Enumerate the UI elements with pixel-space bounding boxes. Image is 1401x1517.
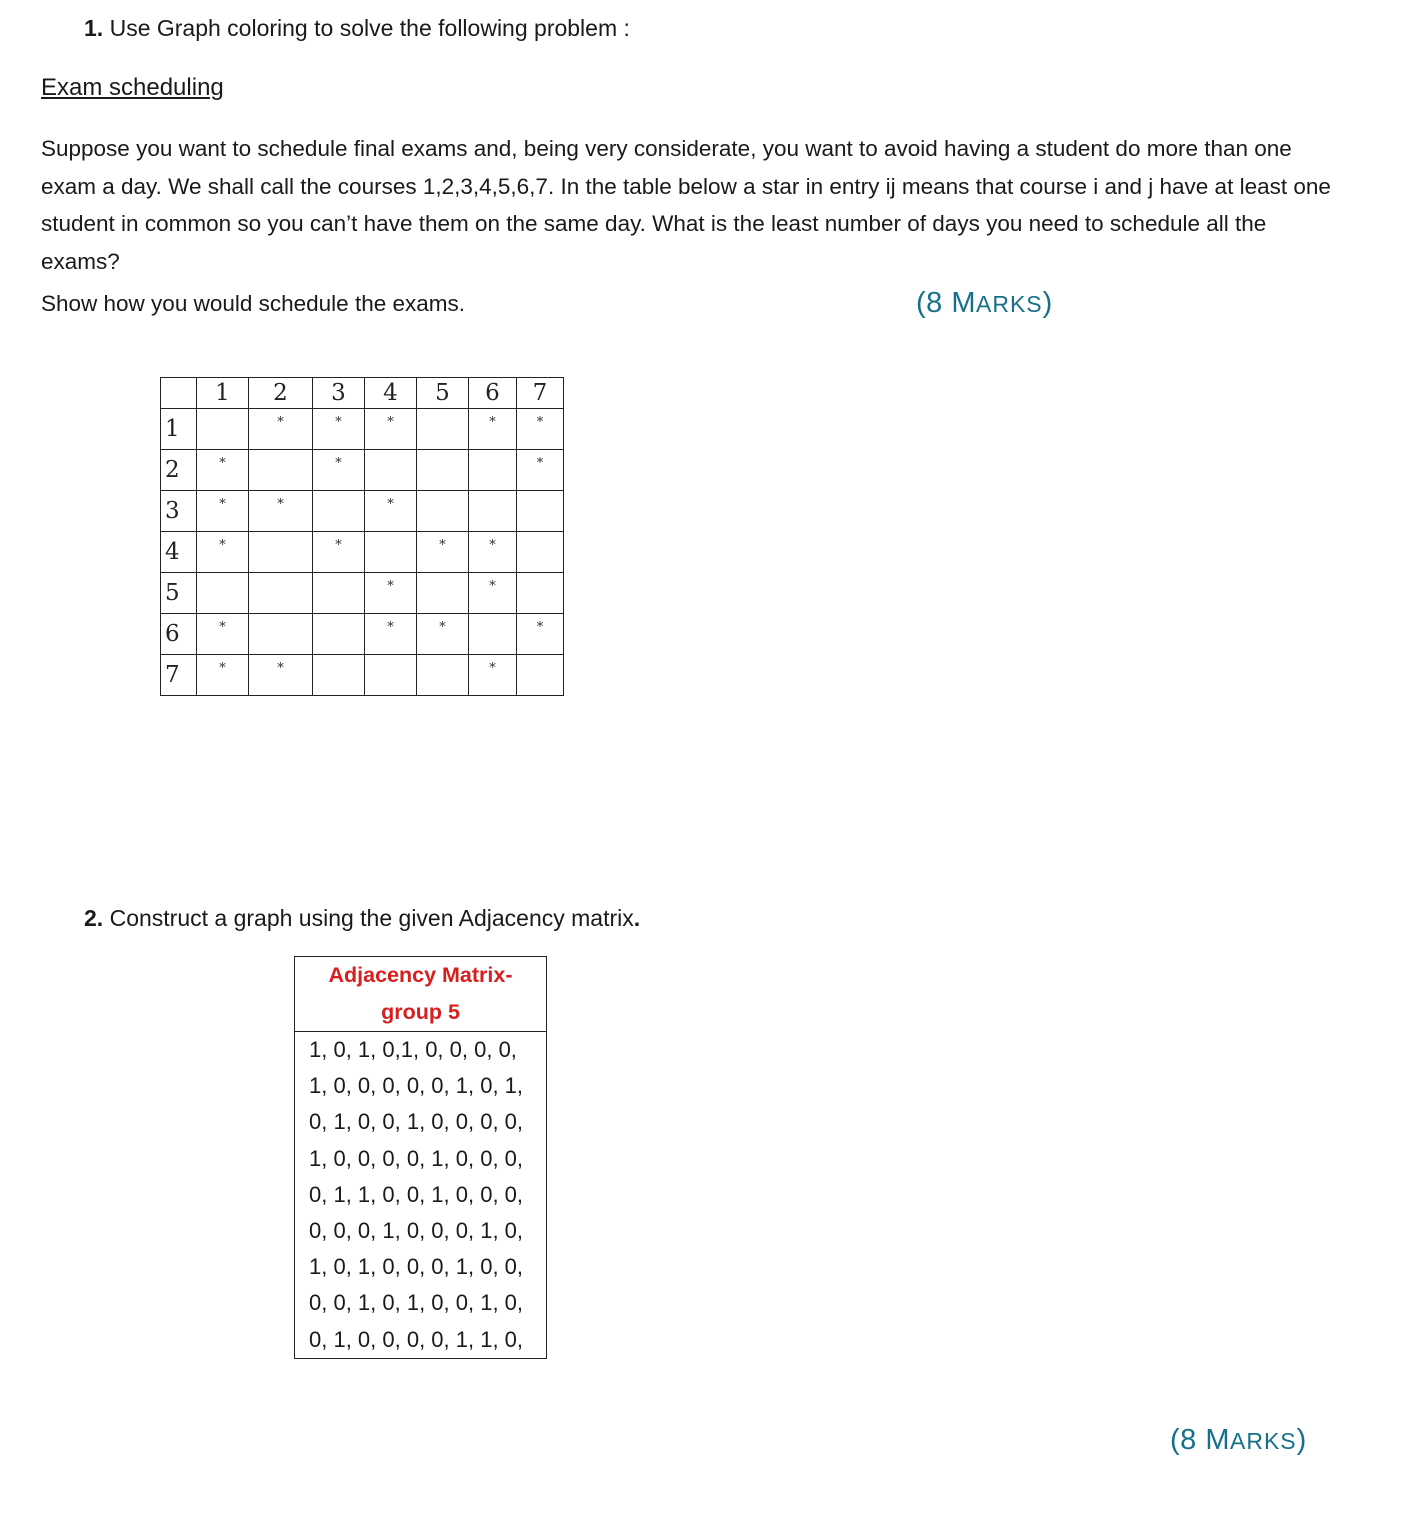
conflict-cell: * xyxy=(469,573,517,614)
question-1-text: Use Graph coloring to solve the following problem : xyxy=(109,15,630,41)
schedule-instruction: Show how you would schedule the exams. xyxy=(41,291,465,316)
adjacency-header-line-1: Adjacency Matrix- xyxy=(328,963,513,987)
conflict-table-row xyxy=(161,655,564,696)
adjacency-matrix-row: 0, 1, 1, 0, 0, 1, 0, 0, 0, xyxy=(309,1181,524,1207)
conflict-cell xyxy=(417,409,469,450)
conflict-cell: * xyxy=(197,532,249,573)
problem-description: Suppose you want to schedule final exams and, being very considerate, you want to avoid having a student do more than one exam a day. We shall call the courses 1,2,3,4,5,6,7. In the table below a star in entry ij means that course i and j have at least one student in common so you can’t have them on the same day. What is the least number of days you need to schedule all the exams? xyxy=(41,136,1331,274)
conflict-cell xyxy=(517,573,564,614)
conflict-cell xyxy=(365,450,417,491)
conflict-cell: * xyxy=(469,409,517,450)
adjacency-header-line-2: group 5 xyxy=(381,1000,460,1024)
conflict-cell xyxy=(469,491,517,532)
question-1-number: 1. xyxy=(84,15,104,41)
conflict-cell xyxy=(249,614,313,655)
conflict-cell xyxy=(249,450,313,491)
adjacency-matrix-header xyxy=(295,957,547,1032)
conflict-cell xyxy=(517,532,564,573)
conflict-cell: * xyxy=(313,532,365,573)
conflict-cell: * xyxy=(197,655,249,696)
row-header: 6 xyxy=(161,614,197,655)
adjacency-matrix-row: 1, 0, 0, 0, 0, 0, 1, 0, 1, xyxy=(309,1073,524,1099)
conflict-table-row xyxy=(161,614,564,655)
question-2-period: . xyxy=(633,905,641,931)
conflict-cell xyxy=(197,409,249,450)
adjacency-matrix-table xyxy=(294,956,547,1359)
conflict-cell xyxy=(249,532,313,573)
conflict-cell: * xyxy=(249,655,313,696)
column-header: 1 xyxy=(197,378,249,409)
corner-cell xyxy=(161,378,197,409)
conflict-cell: * xyxy=(197,491,249,532)
row-header: 7 xyxy=(161,655,197,696)
conflict-cell: * xyxy=(313,450,365,491)
conflict-cell xyxy=(313,655,365,696)
row-header: 4 xyxy=(161,532,197,573)
conflict-cell: * xyxy=(249,491,313,532)
conflict-cell xyxy=(313,573,365,614)
conflict-cell: * xyxy=(365,491,417,532)
conflict-cell: * xyxy=(469,655,517,696)
conflict-cell: * xyxy=(417,614,469,655)
column-header: 2 xyxy=(249,378,313,409)
conflict-cell: * xyxy=(197,450,249,491)
adjacency-matrix-body xyxy=(295,1032,547,1359)
row-header: 3 xyxy=(161,491,197,532)
conflict-cell xyxy=(417,491,469,532)
column-header: 6 xyxy=(469,378,517,409)
row-header: 5 xyxy=(161,573,197,614)
conflict-table-row xyxy=(161,450,564,491)
conflict-cell xyxy=(313,614,365,655)
question-2-title xyxy=(84,902,640,934)
column-header: 7 xyxy=(517,378,564,409)
conflict-cell xyxy=(249,573,313,614)
conflict-cell xyxy=(517,655,564,696)
conflict-cell: * xyxy=(469,532,517,573)
conflict-cell xyxy=(517,491,564,532)
conflict-cell: * xyxy=(249,409,313,450)
adjacency-matrix-row: 0, 0, 1, 0, 1, 0, 0, 1, 0, xyxy=(309,1290,524,1316)
conflict-cell xyxy=(469,614,517,655)
adjacency-matrix-row: 1, 0, 1, 0, 0, 0, 1, 0, 0, xyxy=(309,1254,524,1280)
conflict-cell: * xyxy=(365,614,417,655)
conflict-table-row xyxy=(161,573,564,614)
question-1-title xyxy=(84,12,630,44)
conflict-cell xyxy=(417,450,469,491)
column-header: 5 xyxy=(417,378,469,409)
conflict-table-header-row xyxy=(161,378,564,409)
conflict-table-row xyxy=(161,532,564,573)
adjacency-matrix-row: 1, 0, 0, 0, 0, 1, 0, 0, 0, xyxy=(309,1145,524,1171)
row-header: 1 xyxy=(161,409,197,450)
conflict-cell: * xyxy=(365,573,417,614)
conflict-cell: * xyxy=(517,409,564,450)
conflict-cell: * xyxy=(517,450,564,491)
conflict-table-row xyxy=(161,491,564,532)
conflict-cell xyxy=(313,491,365,532)
conflict-table-row xyxy=(161,409,564,450)
conflict-cell xyxy=(469,450,517,491)
conflict-cell: * xyxy=(517,614,564,655)
question-2-marks: (8 MARKS) xyxy=(1170,1424,1307,1456)
conflict-cell xyxy=(417,573,469,614)
conflict-cell: * xyxy=(313,409,365,450)
conflict-cell xyxy=(197,573,249,614)
exam-scheduling-heading: Exam scheduling xyxy=(41,74,224,101)
conflict-cell: * xyxy=(417,532,469,573)
column-header: 4 xyxy=(365,378,417,409)
adjacency-matrix-row: 1, 0, 1, 0,1, 0, 0, 0, 0, xyxy=(309,1037,517,1062)
adjacency-matrix-row: 0, 1, 0, 0, 1, 0, 0, 0, 0, xyxy=(309,1109,524,1135)
question-2-number: 2. xyxy=(84,905,104,931)
conflict-cell xyxy=(365,532,417,573)
adjacency-matrix-row: 0, 1, 0, 0, 0, 0, 1, 1, 0, xyxy=(309,1326,524,1352)
adjacency-matrix-row: 0, 0, 0, 1, 0, 0, 0, 1, 0, xyxy=(309,1218,524,1244)
row-header: 2 xyxy=(161,450,197,491)
question-1-marks: (8 MARKS) xyxy=(916,287,1053,319)
conflict-cell: * xyxy=(197,614,249,655)
conflict-cell xyxy=(365,655,417,696)
question-2-text: Construct a graph using the given Adjacency matrix xyxy=(109,905,634,931)
conflict-cell: * xyxy=(365,409,417,450)
column-header: 3 xyxy=(313,378,365,409)
conflict-cell xyxy=(417,655,469,696)
course-conflict-table xyxy=(160,377,564,696)
